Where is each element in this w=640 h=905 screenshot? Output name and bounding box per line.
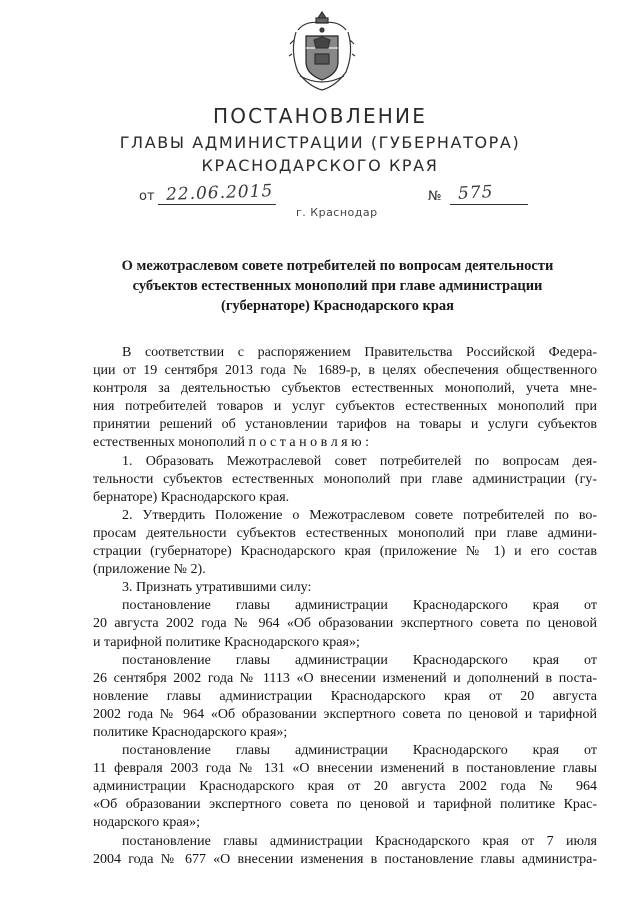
body-line: постановление главы администрации Краснодарского края от 7 июля (122, 833, 597, 849)
body-line: новление главы администрации Краснодарского края от 20 августа (93, 688, 597, 704)
issuer-heading-line1: ГЛАВЫ АДМИНИСТРАЦИИ (ГУБЕРНАТОРА) (119, 133, 521, 152)
krasnodar-coat-of-arms-icon (288, 10, 356, 92)
body-line: естественных монополий п о с т а н о в л я ю : (93, 435, 369, 451)
date-label: от (139, 189, 155, 204)
body-line: политике Краснодарского края»; (93, 724, 288, 740)
body-line: и тарифной политике Краснодарского края»; (93, 634, 360, 650)
number-underline (450, 204, 528, 205)
number-value: 575 (457, 182, 494, 204)
date-value: 22.06.2015 (165, 181, 274, 205)
number-label: № (428, 189, 442, 204)
body-line: 2. Утвердить Положение о Межотраслевом совете потребителей по во- (122, 507, 597, 523)
body-line: ния потребителей товаров и услуг субъектов естественных монополий при (93, 399, 597, 415)
body-line: (приложение № 2). (93, 562, 206, 578)
body-line: 20 августа 2002 года № 964 «Об образовании экспертного совета по ценовой (93, 616, 597, 632)
body-line: В соответствии с распоряжением Правительства Российской Федера- (122, 345, 597, 360)
body-line: тельности субъектов естественных монополий при главе администрации (гу- (93, 471, 597, 487)
body-line: 3. Признать утратившими силу: (122, 580, 312, 596)
body-line: 2004 года № 677 «О внесении изменения в постановление главы администра- (93, 851, 597, 867)
document-type-heading: ПОСТАНОВЛЕНИЕ (212, 104, 428, 128)
body-line: бернаторе) Краснодарского края. (93, 489, 290, 505)
body-line: контроля за деятельностью субъектов естественных монополий, учета мне- (93, 381, 597, 397)
body-line: нодарского края»; (93, 815, 200, 831)
body-line: просам деятельности субъектов естественных монополий при главе админи- (93, 525, 597, 541)
body-line: администрации Краснодарского края от 20 августа 2002 года № 964 (93, 779, 597, 795)
body-line: 2002 года № 964 «Об образовании экспертного совета по ценовой и тарифной (93, 706, 597, 722)
body-line: 11 февраля 2003 года № 131 «О внесении изменений в постановление главы (93, 761, 597, 777)
body-line: ции от 19 сентября 2013 года № 1689-р, в целях обеспечения общественного (93, 363, 597, 379)
title-line: (губернаторе) Краснодарского края (221, 298, 454, 314)
title-line: субъектов естественных монополий при главе администрации (132, 278, 543, 294)
body-line: 1. Образовать Межотраслевой совет потребителей по вопросам дея- (122, 453, 597, 469)
resolution-title (105, 256, 570, 316)
title-line: О межотраслевом совете потребителей по вопросам деятельности (121, 258, 554, 274)
body-line: принятии решений об установлении тарифов на товары и услуги субъектов (93, 417, 597, 433)
body-line: постановление главы администрации Краснодарского края от (122, 743, 597, 759)
body-line: постановление главы администрации Краснодарского края от (122, 598, 597, 614)
city-label: г. Краснодар (296, 206, 378, 219)
body-line: постановление главы администрации Краснодарского края от (122, 652, 597, 668)
body-line: «Об образовании экспертного совета по ценовой и тарифной политике Крас- (93, 797, 597, 813)
body-line: страции (губернаторе) Краснодарского края (приложение № 1) и его состав (93, 544, 597, 560)
body-line: 26 сентября 2002 года № 1113 «О внесении изменений и дополнений в поста- (93, 670, 597, 686)
issuer-heading-line2: КРАСНОДАРСКОГО КРАЯ (201, 156, 439, 175)
resolution-body (93, 344, 597, 869)
